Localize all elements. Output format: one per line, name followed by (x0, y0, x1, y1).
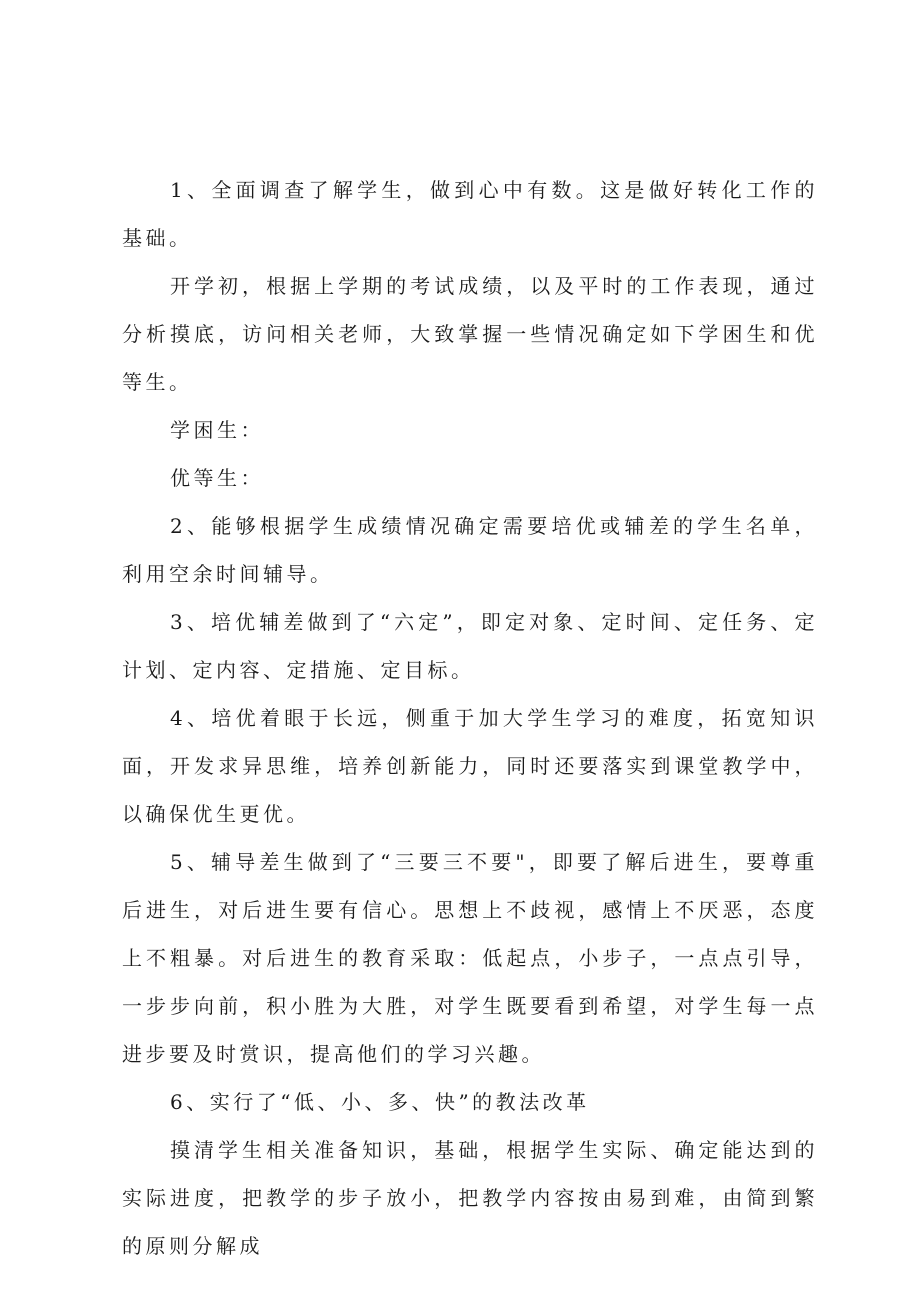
paragraph-3: 学困生： (170, 418, 264, 442)
paragraph-4: 优等生： (170, 466, 264, 490)
paragraph-7: 4、培优着眼于长远，侧重于加大学生学习的难度，拓宽知识面，开发求异思维，培养创新能力，同时还要落实到课堂教学中，以确保优生更优。 (122, 706, 818, 826)
paragraph-6: 3、培优辅差做到了“六定”，即定对象、定时间、定任务、定计划、定内容、定措施、定目标。 (122, 610, 818, 682)
paragraph-5: 2、能够根据学生成绩情况确定需要培优或辅差的学生名单，利用空余时间辅导。 (122, 514, 818, 586)
paragraph-1: 1、全面调查了解学生，做到心中有数。这是做好转化工作的基础。 (122, 178, 818, 250)
document-body (122, 166, 818, 1270)
paragraph-10: 摸清学生相关准备知识，基础，根据学生实际、确定能达到的实际进度，把教学的步子放小，把教学内容按由易到难，由简到繁的原则分解成 (122, 1138, 818, 1258)
paragraph-8: 5、辅导差生做到了“三要三不要"，即要了解后进生，要尊重后进生，对后进生要有信心。思想上不歧视，感情上不厌恶，态度上不粗暴。对后进生的教育采取：低起点，小步子，一点点引导，一步步向前，积小胜为大胜，对学生既要看到希望，对学生每一点进步要及时赏识，提高他们的学习兴趣。 (122, 850, 818, 1066)
paragraph-2: 开学初，根据上学期的考试成绩，以及平时的工作表现，通过分析摸底，访问相关老师，大致掌握一些情况确定如下学困生和优等生。 (122, 274, 818, 394)
paragraph-9: 6、实行了“低、小、多、快”的教法改革 (170, 1090, 590, 1114)
